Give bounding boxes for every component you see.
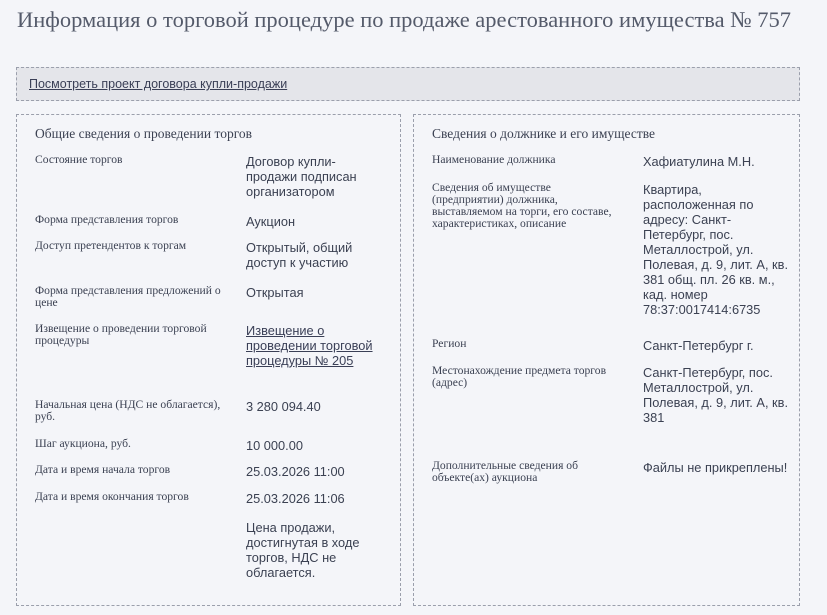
row-label: Начальная цена (НДС не облагается), руб. — [35, 398, 221, 423]
row-label: Форма представления предложений о цене — [35, 284, 221, 309]
debtor-info-panel — [413, 114, 800, 606]
row-value: Квартира, расположенная по адресу: Санкт-Петербург, пос. Металлострой, ул. Полевая, д. 9, лит. А, кв. 381 общ. пл. 26 кв. м., кад. номер 78:37:0017414:6735 — [643, 182, 789, 317]
page-title: Информация о торговой процедуре по продаже арестованного имущества № 757 — [17, 7, 792, 32]
row-value: Санкт-Петербург, пос. Металлострой, ул. Полевая, д. 9, лит. А, кв. 381 — [643, 365, 789, 425]
contract-link-bar — [16, 67, 800, 101]
row-value: 25.03.2026 11:00 — [246, 464, 345, 479]
debtor-info-heading: Сведения о должнике и его имуществе — [432, 126, 656, 141]
row-value: Хафиатулина М.Н. — [643, 154, 755, 169]
row-value: Аукцион — [246, 214, 296, 229]
row-label: Дата и время окончания торгов — [35, 490, 189, 503]
row-label: Извещение о проведении торговой процедуры — [35, 322, 207, 347]
row-value: Открытый, общий доступ к участию — [246, 240, 353, 270]
auction-info-heading: Общие сведения о проведении торгов — [35, 126, 253, 141]
row-value: 3 280 094.40 — [246, 399, 321, 414]
auction-info-panel — [16, 114, 401, 606]
row-label: Дата и время начала торгов — [35, 463, 171, 476]
row-value: Цена продажи, достигнутая в ходе торгов, НДС не облагается. — [246, 520, 360, 580]
row-value: Договор купли-продажи подписан организатором — [246, 154, 357, 199]
row-value: Санкт-Петербург г. — [643, 338, 754, 353]
row-value: 10 000.00 — [246, 438, 303, 453]
row-label: Дополнительные сведения об объекте(ах) аукциона — [432, 459, 578, 484]
row-value: 25.03.2026 11:06 — [246, 491, 345, 506]
row-label: Сведения об имуществе (предприятии) должника, выставляемом на торги, его составе, характеристиках, описание — [432, 181, 612, 230]
notice-link[interactable]: Извещение о проведении торговой процедуры № 205 — [246, 323, 373, 368]
row-value — [246, 323, 386, 368]
row-label: Форма представления торгов — [35, 213, 179, 226]
row-label: Местонахождение предмета торгов (адрес) — [432, 364, 607, 389]
row-label: Шаг аукциона, руб. — [35, 437, 131, 450]
row-label: Регион — [432, 337, 467, 350]
row-value: Файлы не прикреплены! — [643, 460, 788, 475]
row-label: Состояние торгов — [35, 153, 123, 166]
view-contract-draft-link[interactable]: Посмотреть проект договора купли-продажи — [29, 77, 288, 91]
row-label: Доступ претендентов к торгам — [35, 239, 187, 252]
row-value: Открытая — [246, 285, 304, 300]
row-label: Наименование должника — [432, 153, 556, 166]
